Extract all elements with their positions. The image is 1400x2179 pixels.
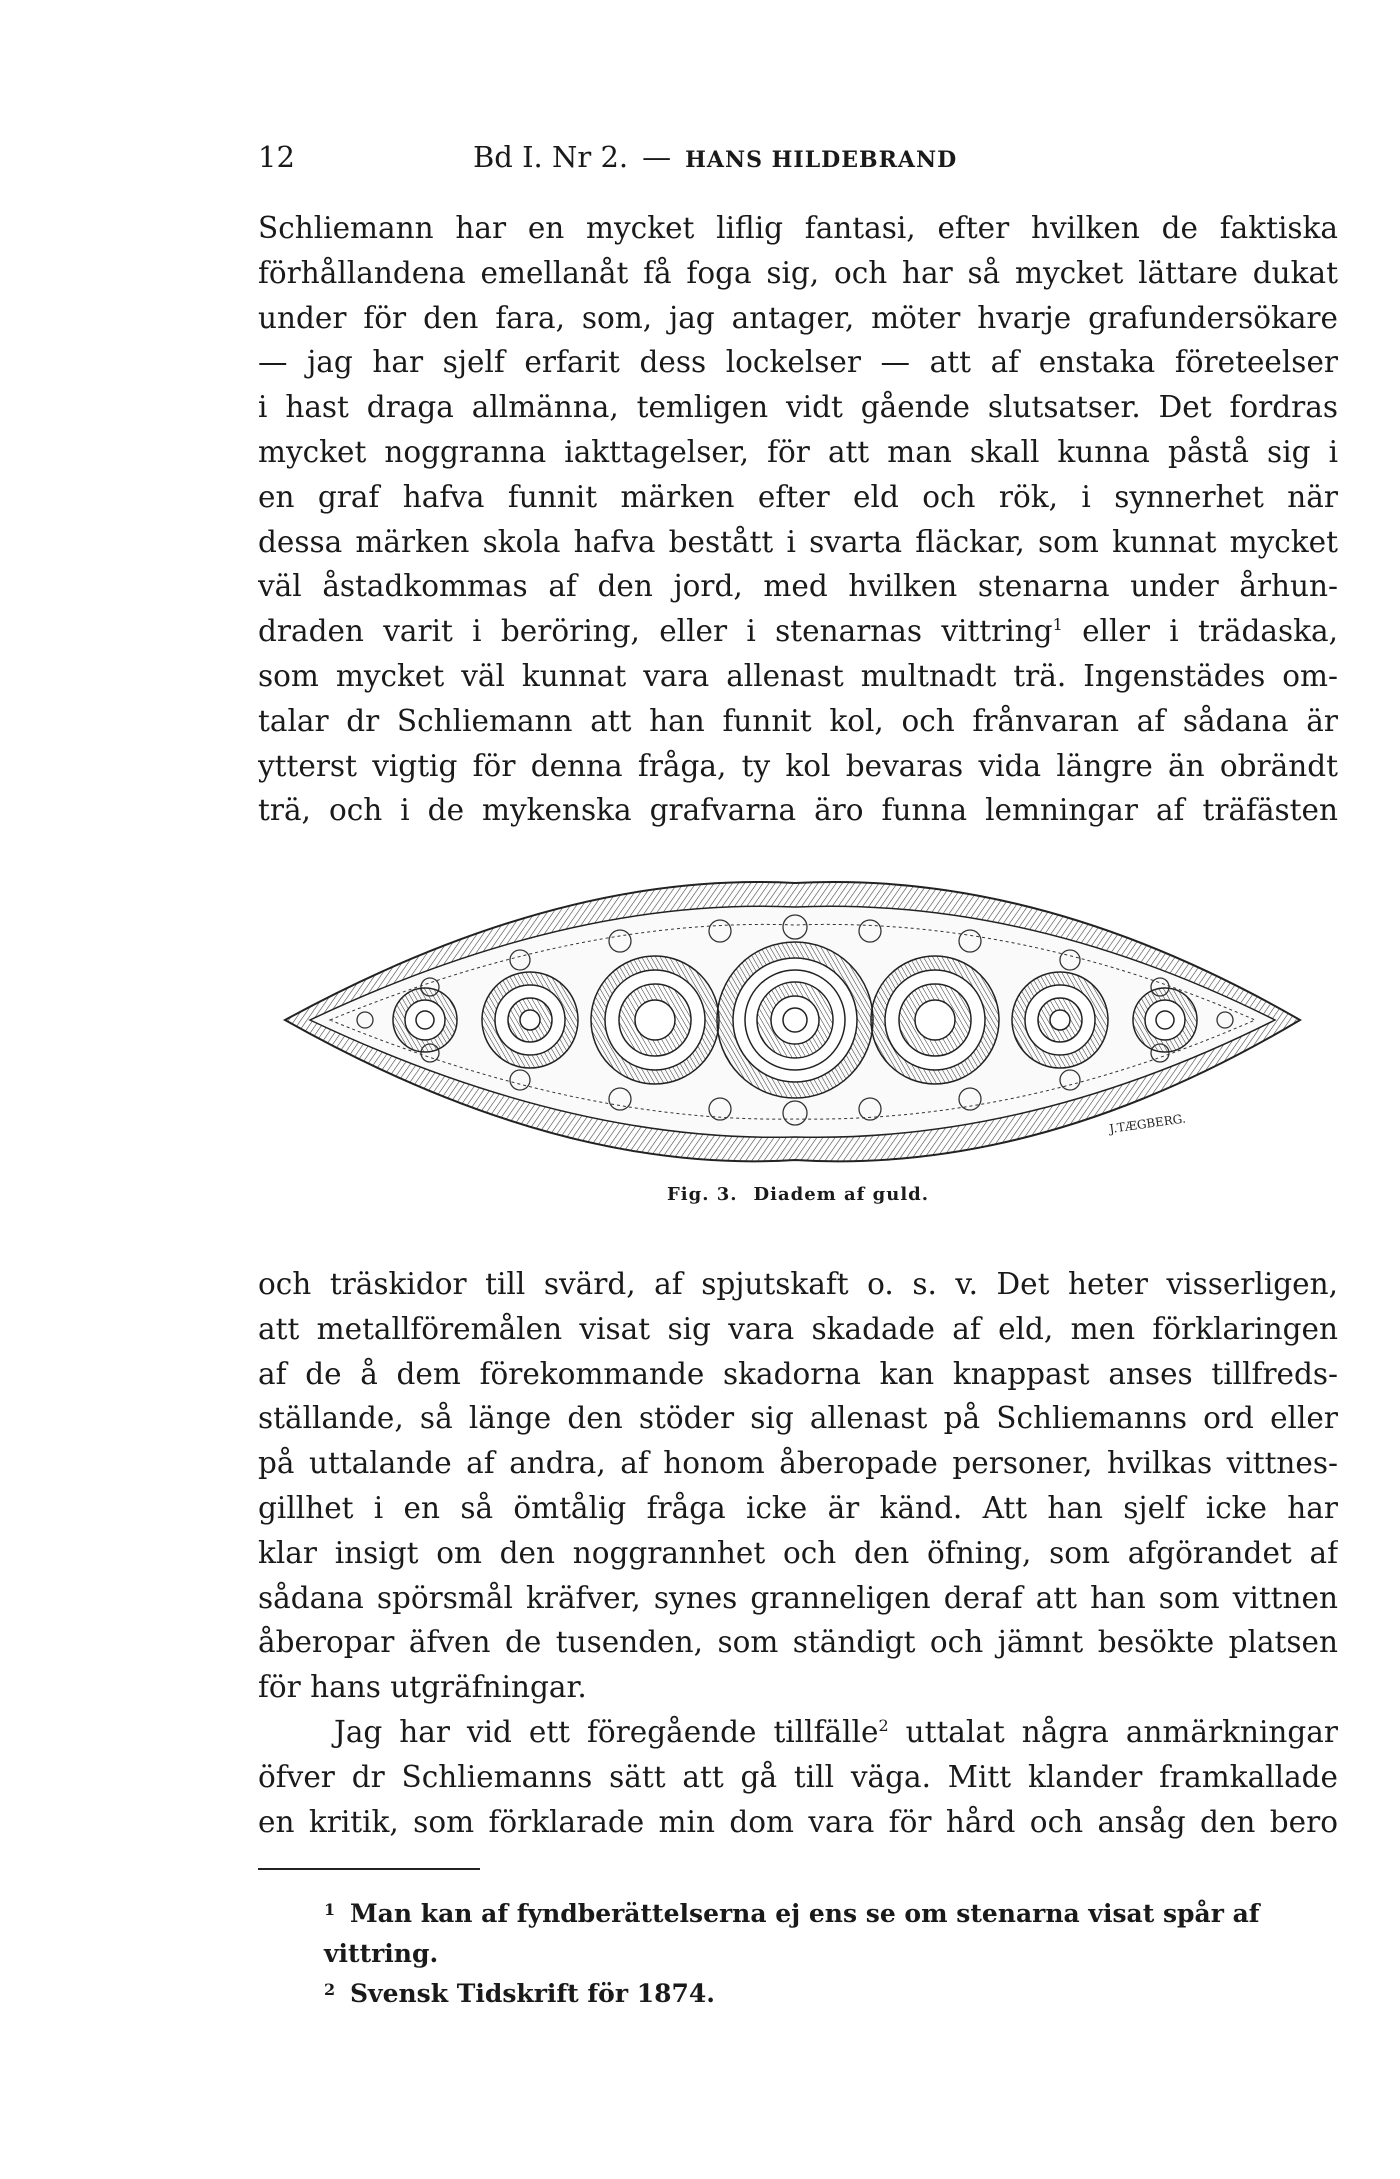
- text-line: och träskidor till svärd, af spjutskaft o. s. v. Det heter visserligen,: [258, 1267, 1338, 1301]
- text-line: väl åstadkommas af den jord, med hvilken stenarna under århun-: [258, 569, 1338, 604]
- text-line: en graf hafva funnit märken efter eld och rök, i synnerhet när: [258, 479, 1338, 514]
- footnote-divider: [258, 1868, 480, 1870]
- figure-caption-text: Diadem af guld.: [753, 1184, 930, 1205]
- text-segment: eller i trädaska,: [1082, 614, 1338, 649]
- text-line: ställande, så länge den stöder sig allenast på Schliemanns ord eller: [258, 1401, 1338, 1436]
- footnote-2: [258, 1974, 1338, 2014]
- paragraph-1: [258, 206, 1338, 833]
- diadem-engraving: [280, 875, 1330, 1175]
- text-line: en kritik, som förklarade min dom vara för hård och ansåg den bero: [258, 1804, 1338, 1839]
- text-line: gillhet i en så ömtålig fråga icke är känd. Att han sjelf icke har: [258, 1490, 1338, 1525]
- text-line: talar dr Schliemann att han funnit kol, och frånvaran af sådana är: [258, 703, 1338, 738]
- text-line: Schliemann har en mycket liflig fantasi, efter hvilken de faktiska: [258, 211, 1338, 245]
- footnote-mark: 1: [324, 1900, 336, 1919]
- text-line: — jag har sjelf erfarit dess lockelser — att af enstaka företeelser: [258, 345, 1338, 380]
- engraver-signature: J.TÆGBERG.: [1108, 1111, 1187, 1136]
- text-line-with-footnote: [258, 1710, 1338, 1755]
- text-segment: draden varit i beröring, eller i stenarnas vittring: [258, 614, 1053, 649]
- footnote-reference-1: 1: [1052, 615, 1063, 635]
- text-segment: uttalat några anmärkningar: [888, 1714, 1338, 1749]
- text-line-with-footnote: [258, 609, 1338, 654]
- text-line: öfver dr Schliemanns sätt att gå till väga. Mitt klander framkallade: [258, 1759, 1338, 1794]
- text-line: på uttalande af andra, af honom åberopade personer, hvilkas vittnes-: [258, 1446, 1338, 1481]
- text-line: mycket noggranna iakttagelser, för att man skall kunna påstå sig i: [258, 434, 1338, 469]
- header-dash: —: [642, 140, 672, 174]
- text-line: klar insigt om den noggrannhet och den öfning, som afgörandet af: [258, 1535, 1338, 1570]
- running-head: [258, 140, 1338, 174]
- page-number: 12: [258, 140, 295, 174]
- footnotes: [258, 1894, 1338, 2014]
- footnote-text: Svensk Tidskrift för 1874.: [350, 1979, 716, 2008]
- text-segment: Jag har vid ett föregående tillfälle: [334, 1714, 879, 1749]
- text-line: under för den fara, som, jag antager, möter hvarje grafundersökare: [258, 300, 1338, 335]
- volume-number: Bd I. Nr 2.: [473, 140, 629, 174]
- paragraph-2: [258, 1262, 1338, 1844]
- text-line: som mycket väl kunnat vara allenast multnadt trä. Ingenstädes om-: [258, 658, 1338, 693]
- text-line: af de å dem förekommande skadorna kan knappast anses tillfreds-: [258, 1356, 1338, 1391]
- text-line: för hans utgräfningar.: [258, 1670, 587, 1705]
- footnote-mark: 2: [324, 1980, 336, 1999]
- figure-caption: [258, 1184, 1338, 1205]
- diadem-illustration: [280, 875, 1330, 1175]
- footnote-reference-2: 2: [878, 1716, 889, 1736]
- text-line: att metallföremålen visat sig vara skadade af eld, men förklaringen: [258, 1311, 1338, 1346]
- text-line: ytterst vigtig för denna fråga, ty kol bevaras vida längre än obrändt: [258, 748, 1338, 783]
- footnote-text: Man kan af fyndberättelserna ej ens se om stenarna visat spår af vittring.: [324, 1899, 1260, 1968]
- text-line: trä, och i de mykenska grafvarna äro funna lemningar af träfästen: [258, 793, 1338, 828]
- text-line: dessa märken skola hafva bestått i svarta fläckar, som kunnat mycket: [258, 524, 1338, 559]
- author-name: HANS HILDEBRAND: [685, 147, 958, 173]
- footnote-1: [258, 1894, 1338, 1974]
- text-line: förhållandena emellanåt få foga sig, och har så mycket lättare dukat: [258, 255, 1338, 290]
- text-line: sådana spörsmål kräfver, synes granneligen deraf att han som vittnen: [258, 1580, 1338, 1615]
- text-line: i hast draga allmänna, temligen vidt gående slutsatser. Det fordras: [258, 390, 1338, 425]
- figure-number: Fig. 3.: [666, 1184, 738, 1205]
- text-line: åberopar äfven de tusenden, som ständigt och jämnt besökte platsen: [258, 1625, 1338, 1660]
